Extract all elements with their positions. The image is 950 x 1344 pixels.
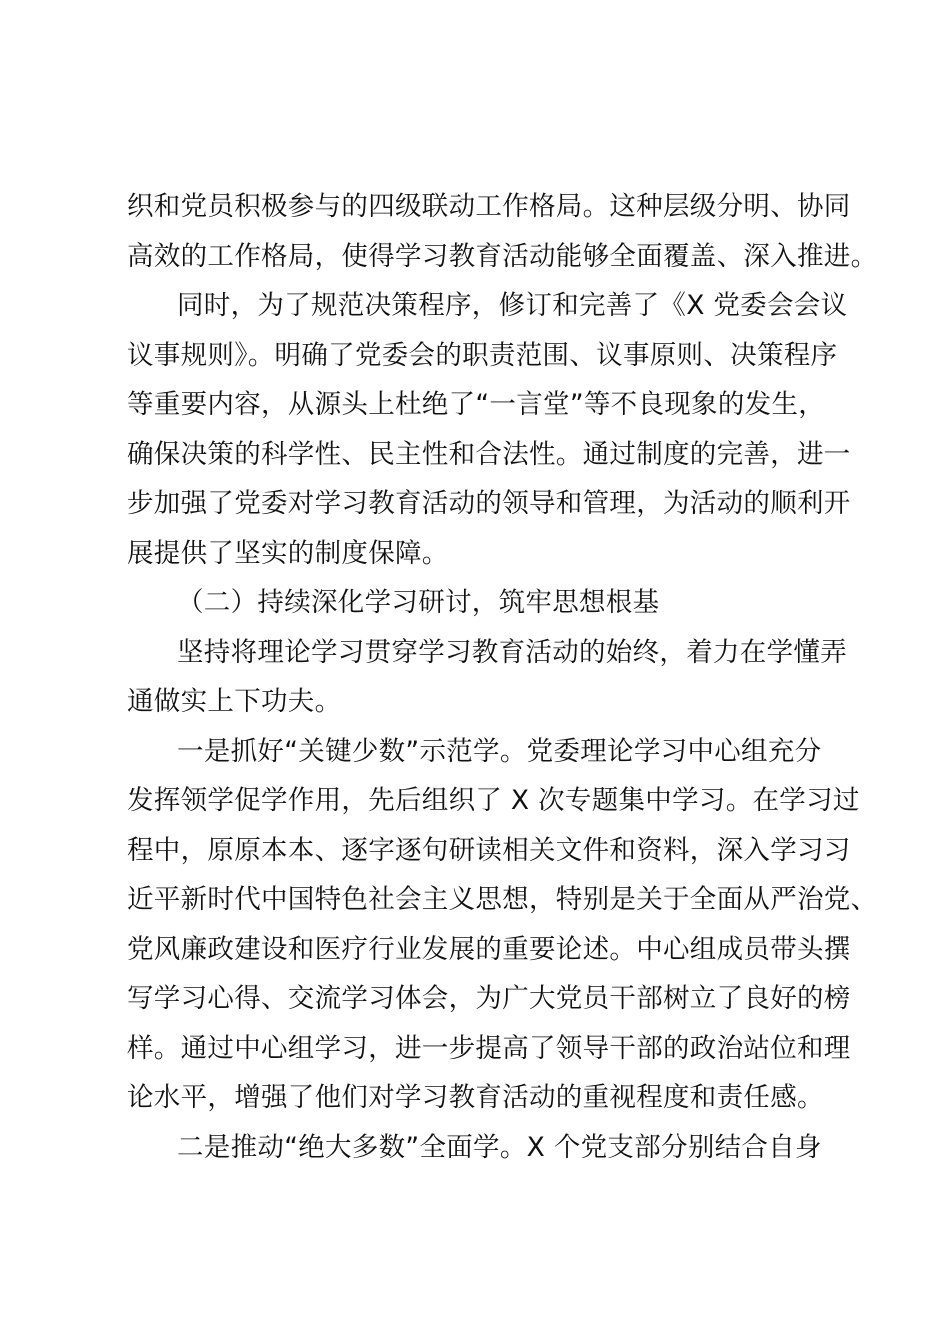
text-line: 展提供了坚实的制度保障。 xyxy=(127,538,449,569)
text-line: 写学习心得、交流学习体会，为广大党员干部树立了良好的榜 xyxy=(127,983,851,1014)
text-line: 程中，原原本本、逐字逐句研读相关文件和资料，深入学习习 xyxy=(127,835,851,866)
text-line: 论水平，增强了他们对学习教育活动的重视程度和责任感。 xyxy=(127,1082,824,1113)
paragraph-start-line: 坚持将理论学习贯穿学习教育活动的始终，着力在学懂弄 xyxy=(177,637,847,668)
text-line: 织和党员积极参与的四级联动工作格局。这种层级分明、协同 xyxy=(127,191,851,222)
text-line: 议事规则》。明确了党委会的职责范围、议事原则、决策程序 xyxy=(127,340,838,371)
paragraph-start-line: 一是抓好“关键少数”示范学。党委理论学习中心组充分 xyxy=(177,736,822,767)
text-line: 确保决策的科学性、民主性和合法性。通过制度的完善，进一 xyxy=(127,439,851,470)
text-line: 近平新时代中国特色社会主义思想，特别是关于全面从严治党、 xyxy=(127,884,878,915)
text-line: 步加强了党委对学习教育活动的领导和管理，为活动的顺利开 xyxy=(127,488,851,519)
text-line: 通做实上下功夫。 xyxy=(127,686,342,717)
text-line: 党风廉政建设和医疗行业发展的重要论述。中心组成员带头撰 xyxy=(127,934,851,965)
text-line: 高效的工作格局，使得学习教育活动能够全面覆盖、深入推进。 xyxy=(127,241,878,272)
paragraph-start-line: 同时，为了规范决策程序，修订和完善了《X 党委会会议 xyxy=(177,290,848,321)
section-heading: （二）持续深化学习研讨，筑牢思想根基 xyxy=(177,587,660,618)
text-line: 等重要内容，从源头上杜绝了“一言堂”等不良现象的发生， xyxy=(127,389,826,420)
paragraph-start-line: 二是推动“绝大多数”全面学。X 个党支部分别结合自身 xyxy=(177,1132,822,1163)
text-line: 样。通过中心组学习，进一步提高了领导干部的政治站位和理 xyxy=(127,1033,851,1064)
text-line: 发挥领学促学作用，先后组织了 X 次专题集中学习。在学习过 xyxy=(127,785,860,816)
